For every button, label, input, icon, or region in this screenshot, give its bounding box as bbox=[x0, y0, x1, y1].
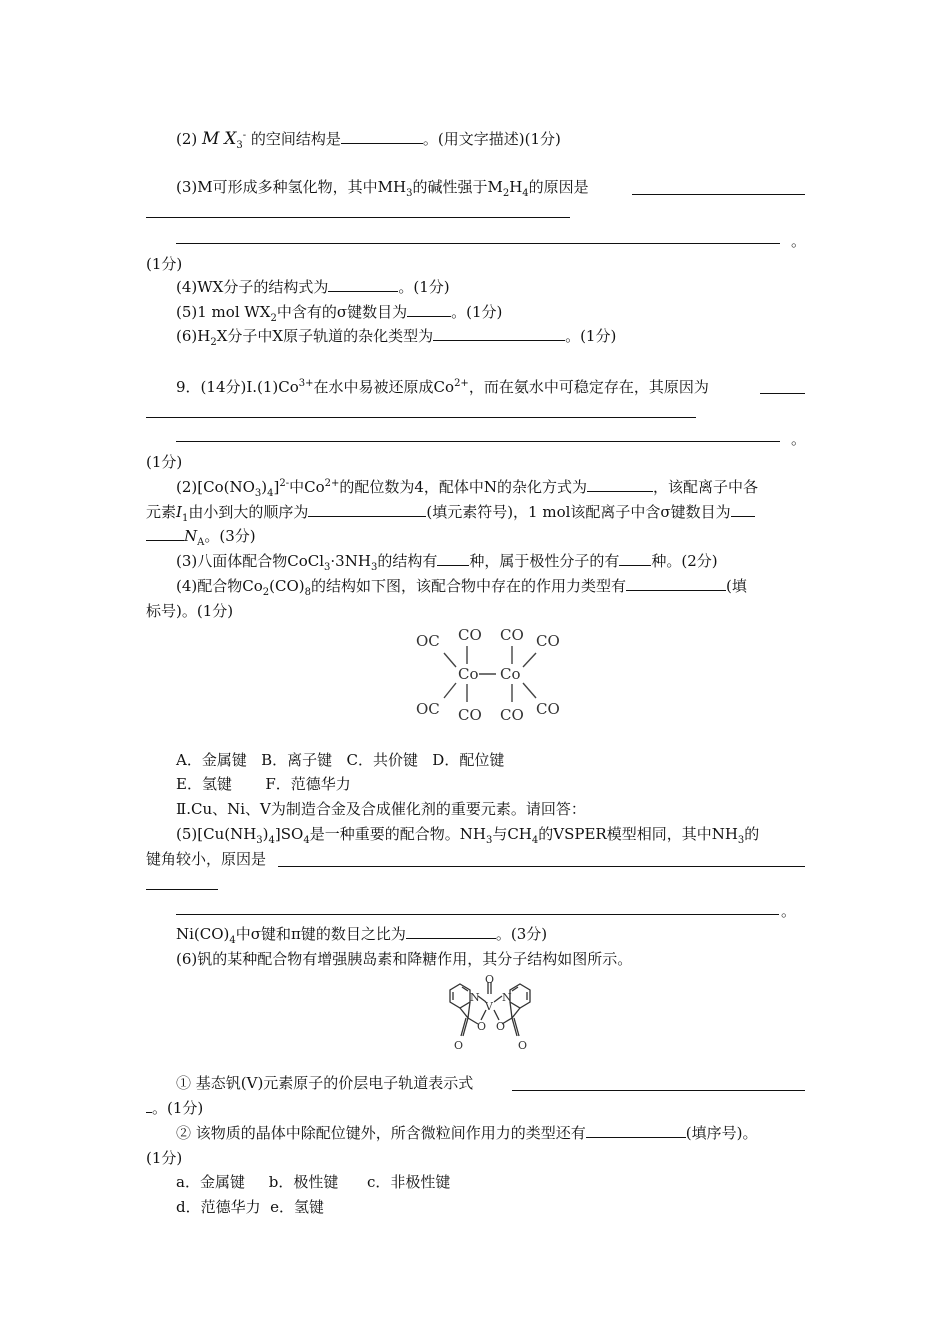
ligand-label: CO bbox=[458, 626, 482, 644]
q9-part6-item1-line2: 。(1分) bbox=[146, 1097, 203, 1119]
bond bbox=[468, 1002, 470, 1018]
score: (1分) bbox=[146, 1149, 183, 1167]
bond bbox=[512, 1008, 520, 1018]
answer-line[interactable] bbox=[176, 914, 779, 915]
period: 。 bbox=[791, 430, 807, 448]
atom-label-o: O bbox=[518, 1039, 528, 1052]
atom-label-n: N bbox=[470, 991, 480, 1004]
atom-label-o: O bbox=[477, 1020, 487, 1033]
q9-options-row3: a．金属键 b．极性键 c．非极性键 bbox=[176, 1173, 451, 1191]
answer-line[interactable] bbox=[176, 243, 780, 244]
q8-part6: $(6)H_2X$分子中X原子轨道的杂化类型为 。(1分) bbox=[176, 327, 617, 348]
answer-line[interactable] bbox=[146, 217, 570, 218]
period: 。 bbox=[791, 232, 807, 250]
vanadium-complex-structure-figure bbox=[432, 974, 548, 1054]
q9-part5: $(5)[Cu(NH_3)_4]SO_4$是一种重要的配合物。$NH_3$与$CH_4$的VSPER模型相同，其中$NH_3$的 bbox=[176, 825, 760, 846]
q9-part2-line3: $N_A$。(3分) bbox=[146, 525, 256, 547]
atom-label-o: O bbox=[496, 1020, 506, 1033]
q9-options-row2: E．氢键 F．范德华力 bbox=[176, 775, 351, 793]
answer-line[interactable] bbox=[278, 866, 805, 867]
q9-options-row1: A．金属键 B．离子键 C．共价键 D．配位键 bbox=[176, 751, 505, 769]
answer-blank[interactable] bbox=[146, 525, 184, 541]
formula-m: M bbox=[202, 129, 220, 149]
answer-blank[interactable] bbox=[433, 325, 565, 341]
score: (1分) bbox=[146, 453, 183, 471]
q8-part4: (4)WX分子的结构式为 。(1分) bbox=[176, 278, 450, 296]
section-2-heading: Ⅱ.Cu、Ni、V为制造合金及合成催化剂的重要元素。请回答： bbox=[176, 800, 586, 818]
bond bbox=[494, 1010, 499, 1020]
answer-blank[interactable] bbox=[587, 476, 653, 492]
atom-label-v: V bbox=[485, 1000, 493, 1013]
bond bbox=[444, 653, 456, 667]
q9-part4: (4)配合物$Co_2(CO)_8$的结构如下图，该配合物中存在的作用力类型有 (填 bbox=[176, 577, 747, 598]
bond bbox=[494, 996, 502, 1002]
q9-options-row4: d．范德华力 e．氢键 bbox=[176, 1198, 325, 1216]
ligand-label: CO bbox=[500, 626, 524, 644]
q9-part5-line2: 键角较小，原因是 bbox=[146, 850, 267, 868]
answer-blank[interactable] bbox=[731, 501, 755, 517]
bond bbox=[523, 653, 536, 667]
metal-label: Co bbox=[500, 665, 521, 683]
answer-blank[interactable] bbox=[406, 923, 496, 939]
q8-part5: (5)1 mol $WX_2$中含有的σ键数目为 。(1分) bbox=[176, 303, 503, 324]
ligand-label: CO bbox=[536, 700, 560, 718]
answer-line[interactable] bbox=[146, 417, 696, 418]
answer-blank[interactable] bbox=[407, 301, 451, 317]
ligand-label: CO bbox=[536, 632, 560, 650]
answer-line[interactable] bbox=[512, 1090, 805, 1091]
q9-part6: (6)钒的某种配合物有增强胰岛素和降糖作用，其分子结构如图所示。 bbox=[176, 950, 633, 968]
period: 。 bbox=[781, 902, 797, 920]
formula-x: X bbox=[224, 129, 237, 149]
answer-line[interactable] bbox=[176, 441, 780, 442]
q9-part3: (3)八面体配合物$CoCl_3\cdot 3NH_3$的结构有 种，属于极性分子的有 种。(2分) bbox=[176, 552, 718, 573]
bond bbox=[444, 683, 456, 698]
q9-part6-item2: ② 该物质的晶体中除配位键外，所含微粒间作用力的类型还有 (填序号)。 bbox=[176, 1124, 758, 1142]
answer-line[interactable] bbox=[760, 393, 805, 394]
q9-part5-ni: $Ni(CO)_4$中σ键和π键的数目之比为 。(3分) bbox=[176, 925, 548, 946]
answer-line[interactable] bbox=[146, 889, 218, 890]
q8-part2: (2) M $X_3^-$ 的空间结构是 。(用文字描述)(1分) bbox=[176, 129, 561, 151]
q9-part4-line2: 标号)。(1分) bbox=[146, 602, 234, 620]
q9-part6-item1: ① 基态钒(V)元素原子的价层电子轨道表示式 bbox=[176, 1074, 474, 1092]
ligand-label: CO bbox=[500, 706, 524, 724]
answer-blank[interactable] bbox=[437, 550, 469, 566]
answer-blank[interactable] bbox=[328, 276, 398, 292]
answer-blank[interactable] bbox=[626, 575, 726, 591]
bond bbox=[510, 1002, 512, 1018]
ligand-label: OC bbox=[416, 700, 440, 718]
bond bbox=[523, 683, 536, 698]
q9-part1: 9．(14分)$Ⅰ.(1)Co^{3+}$在水中易被还原成$Co^{2+}$，而在氨水中可稳定存在，其原因为 bbox=[176, 378, 709, 396]
answer-blank[interactable] bbox=[308, 501, 426, 517]
cobalt-carbonyl-structure-figure bbox=[412, 622, 572, 726]
q9-part2-line2: 元素$I_1$由小到大的顺序为 (填元素符号)，1 mol该配离子中含σ键数目为 bbox=[146, 501, 755, 523]
answer-line[interactable] bbox=[632, 194, 805, 195]
atom-label-o: O bbox=[454, 1039, 464, 1052]
metal-label: Co bbox=[458, 665, 479, 683]
ligand-label: OC bbox=[416, 632, 440, 650]
answer-blank[interactable] bbox=[341, 128, 423, 144]
q9-part2: $(2)[Co(NO_3)_4]^{2-}$中$Co^{2+}$的配位数为4，配体中N的杂化方式为 ，该配离子中各 bbox=[176, 478, 759, 499]
atom-label-n: N bbox=[502, 991, 512, 1004]
q8-part2-label: (2) bbox=[176, 130, 198, 148]
ligand-label: CO bbox=[458, 706, 482, 724]
score: (1分) bbox=[146, 255, 183, 273]
bond bbox=[460, 1008, 468, 1018]
answer-blank[interactable] bbox=[619, 550, 651, 566]
answer-blank[interactable] bbox=[586, 1122, 686, 1138]
q8-part3: (3)M可形成多种氢化物，其中$MH_3$的碱性强于$M_2H_4$的原因是 bbox=[176, 178, 589, 199]
atom-label-o: O bbox=[485, 974, 495, 986]
